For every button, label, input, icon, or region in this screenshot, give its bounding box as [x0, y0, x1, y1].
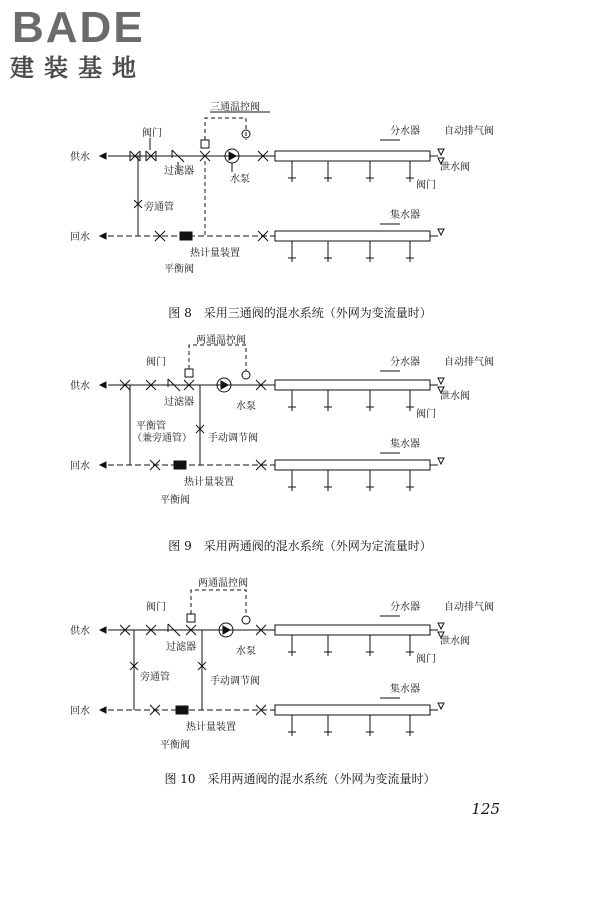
- fig10-label-bypass: 旁通管: [140, 672, 170, 683]
- fig9-label-pump: 水泵: [236, 401, 256, 412]
- fig9-label-collector: 集水器: [390, 439, 420, 450]
- fig8-label-pump: 水泵: [230, 174, 250, 185]
- figure-10-caption: 图 10 采用两通阀的混水系统（外网为变流量时）: [164, 772, 436, 786]
- fig10-label-branch-valve: 阀门: [416, 654, 436, 665]
- fig9-label-heat-meter: 热计量装置: [184, 477, 234, 488]
- fig9-label-supply: 供水: [70, 381, 90, 392]
- fig8-label-valve: 阀门: [142, 128, 162, 139]
- fig9-label-branch-valve: 阀门: [416, 409, 436, 420]
- figure-8-schematic: [60, 100, 520, 290]
- fig9-label-air-vent: 自动排气阀: [444, 357, 494, 368]
- figure-10-schematic: [60, 576, 520, 766]
- figure-10-diagram: [60, 576, 520, 770]
- figure-9-caption: 图 9 采用两通阀的混水系统（外网为定流量时）: [168, 539, 432, 553]
- fig10-label-return: 回水: [70, 706, 90, 717]
- fig8-label-drain: 泄水阀: [440, 162, 470, 173]
- fig9-label-valve: 阀门: [146, 357, 166, 368]
- fig10-label-filter: 过滤器: [166, 642, 196, 653]
- figure-9-schematic: [60, 335, 520, 525]
- fig9-label-bypass-line1: 平衡管: [136, 421, 166, 432]
- fig9-label-bypass-line2: （兼旁通管）: [132, 433, 192, 444]
- fig8-label-filter: 过滤器: [164, 166, 194, 177]
- fig10-label-balance-valve: 平衡阀: [160, 740, 190, 751]
- fig8-label-balance-valve: 平衡阀: [164, 264, 194, 275]
- fig8-label-bypass: 旁通管: [144, 202, 174, 213]
- figure-9-diagram: [60, 335, 520, 529]
- fig10-label-air-vent: 自动排气阀: [444, 602, 494, 613]
- fig8-label-air-vent: 自动排气阀: [444, 126, 494, 137]
- fig8-label-supply: 供水: [70, 152, 90, 163]
- fig10-label-drain: 泄水阀: [440, 636, 470, 647]
- page-number: 125: [471, 800, 500, 818]
- fig9-label-control-valve: 两通温控阀: [196, 335, 246, 346]
- fig10-label-distributor: 分水器: [390, 602, 420, 613]
- fig8-label-control-valve: 三通温控阀: [210, 102, 260, 113]
- bade-logo: [6, 4, 176, 84]
- fig8-label-return: 回水: [70, 232, 90, 243]
- fig9-label-balance-valve: 平衡阀: [160, 495, 190, 506]
- logo-text-latin: BADE: [12, 3, 145, 52]
- fig10-label-collector: 集水器: [390, 684, 420, 695]
- fig10-label-heat-meter: 热计量装置: [186, 722, 236, 733]
- fig9-label-manual-valve: 手动调节阀: [208, 433, 258, 444]
- fig8-label-branch-valve: 阀门: [416, 180, 436, 191]
- fig8-label-collector: 集水器: [390, 210, 420, 221]
- fig9-label-distributor: 分水器: [390, 357, 420, 368]
- fig8-label-distributor: 分水器: [390, 126, 420, 137]
- fig9-label-filter: 过滤器: [164, 397, 194, 408]
- logo-text-chinese: 建装基地: [10, 54, 146, 82]
- fig9-label-drain: 泄水阀: [440, 391, 470, 402]
- figure-8-caption: 图 8 采用三通阀的混水系统（外网为变流量时）: [168, 306, 432, 320]
- figure-8-diagram: [60, 100, 520, 294]
- fig10-label-control-valve: 两通温控阀: [198, 578, 248, 589]
- fig10-label-pump: 水泵: [236, 646, 256, 657]
- fig10-label-supply: 供水: [70, 626, 90, 637]
- fig10-label-manual-valve: 手动调节阀: [210, 676, 260, 687]
- fig8-label-heat-meter: 热计量装置: [190, 248, 240, 259]
- fig9-label-return: 回水: [70, 461, 90, 472]
- fig10-label-valve: 阀门: [146, 602, 166, 613]
